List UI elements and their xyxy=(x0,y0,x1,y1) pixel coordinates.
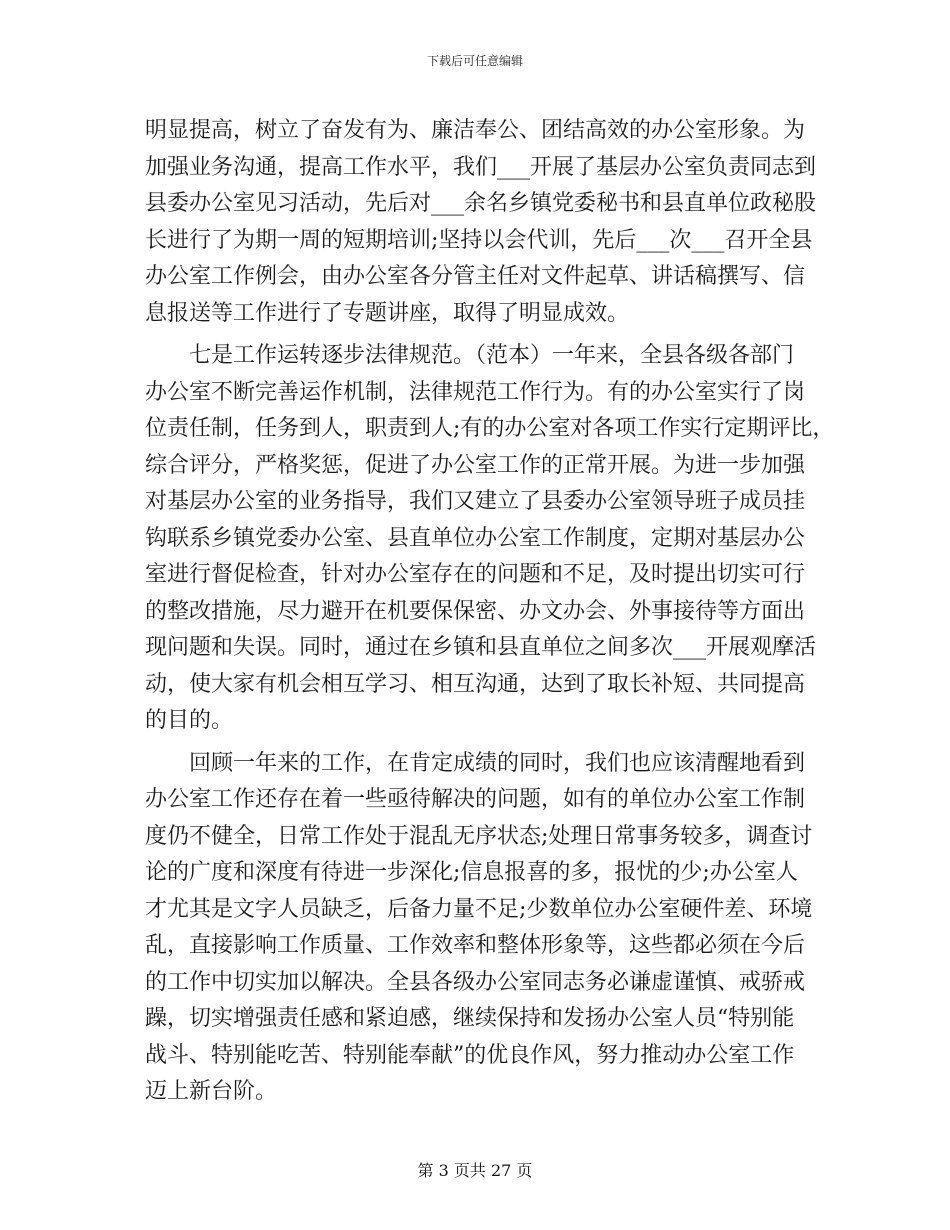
text-line: 战斗、特别能吃苦、特别能奉献”的优良作风，努力推动办公室工作 xyxy=(145,1042,795,1068)
text-line: 加强业务沟通，提高工作水平，我们___开展了基层办公室负责同志到 xyxy=(145,154,817,180)
text-line: 位责任制，任务到人，职责到人;有的办公室对各项工作实行定期评比， xyxy=(145,416,835,441)
text-line: 躁，切实增强责任感和紧迫感，继续保持和发扬办公室人员“特别能 xyxy=(145,1006,795,1031)
text-line: 钩联系乡镇党委办公室、县直单位办公室工作制度，定期对基层办公 xyxy=(145,525,806,551)
text-line: 七是工作运转逐步法律规范。（范本）一年来，全县各级各部门 xyxy=(145,343,795,368)
paragraph xyxy=(145,338,835,740)
paragraph xyxy=(145,113,821,332)
document-body xyxy=(145,113,835,1111)
text-line: 回顾一年来的工作，在肯定成绩的同时，我们也应该清醒地看到 xyxy=(145,750,806,776)
text-line: 度仍不健全，日常工作处于混乱无序状态;处理日常事务较多，调查讨 xyxy=(145,823,813,849)
text-line: 办公室工作例会，由办公室各分管主任对文件起草、讲话稿撰写、信 xyxy=(145,264,806,289)
text-line: 长进行了为期一周的短期培训;坚持以会代训，先后___次___召开全县 xyxy=(145,227,813,253)
text-line: 明显提高，树立了奋发有为、廉洁奉公、团结高效的办公室形象。为 xyxy=(145,118,806,143)
text-line: 的目的。 xyxy=(145,708,234,733)
text-line: 息报送等工作进行了专题讲座，取得了明显成效。 xyxy=(145,300,630,326)
text-line: 乱，直接影响工作质量、工作效率和整体形象等，这些都必须在今后 xyxy=(145,933,806,958)
page-number-footer: 第 3 页共 27 页 xyxy=(417,1161,533,1180)
text-line: 对基层办公室的业务指导，我们又建立了县委办公室领导班子成员挂 xyxy=(145,489,806,514)
text-line: 动，使大家有机会相互学习、相互沟通，达到了取长补短、共同提高 xyxy=(145,671,806,697)
text-line: 论的广度和深度有待进一步深化;信息报喜的多，报忧的少;办公室人 xyxy=(145,860,798,885)
paragraph xyxy=(145,746,821,1111)
text-line: 迈上新台阶。 xyxy=(145,1079,278,1104)
text-line: 县委办公室见习活动，先后对___余名乡镇党委秘书和县直单位政秘股 xyxy=(145,191,817,216)
page-header: 下载后可任意编辑 xyxy=(426,54,523,68)
text-line: 的工作中切实加以解决。全县各级办公室同志务必谦虚谨慎、戒骄戒 xyxy=(145,969,806,995)
text-line: 现问题和失误。同时，通过在乡镇和县直单位之间多次___开展观摩活 xyxy=(145,635,817,660)
text-line: 办公室工作还存在着一些亟待解决的问题，如有的单位办公室工作制 xyxy=(145,787,806,812)
text-line: 的整改措施，尽力避开在机要保保密、办文办会、外事接待等方面出 xyxy=(145,598,806,624)
text-line: 才尤其是文字人员缺乏，后备力量不足;少数单位办公室硬件差、环境 xyxy=(145,896,813,922)
text-line: 办公室不断完善运作机制，法律规范工作行为。有的办公室实行了岗 xyxy=(145,379,806,405)
text-line: 室进行督促检查，针对办公室存在的问题和不足，及时提出切实可行 xyxy=(145,562,806,587)
text-line: 综合评分，严格奖惩，促进了办公室工作的正常开展。为进一步加强 xyxy=(145,452,806,478)
